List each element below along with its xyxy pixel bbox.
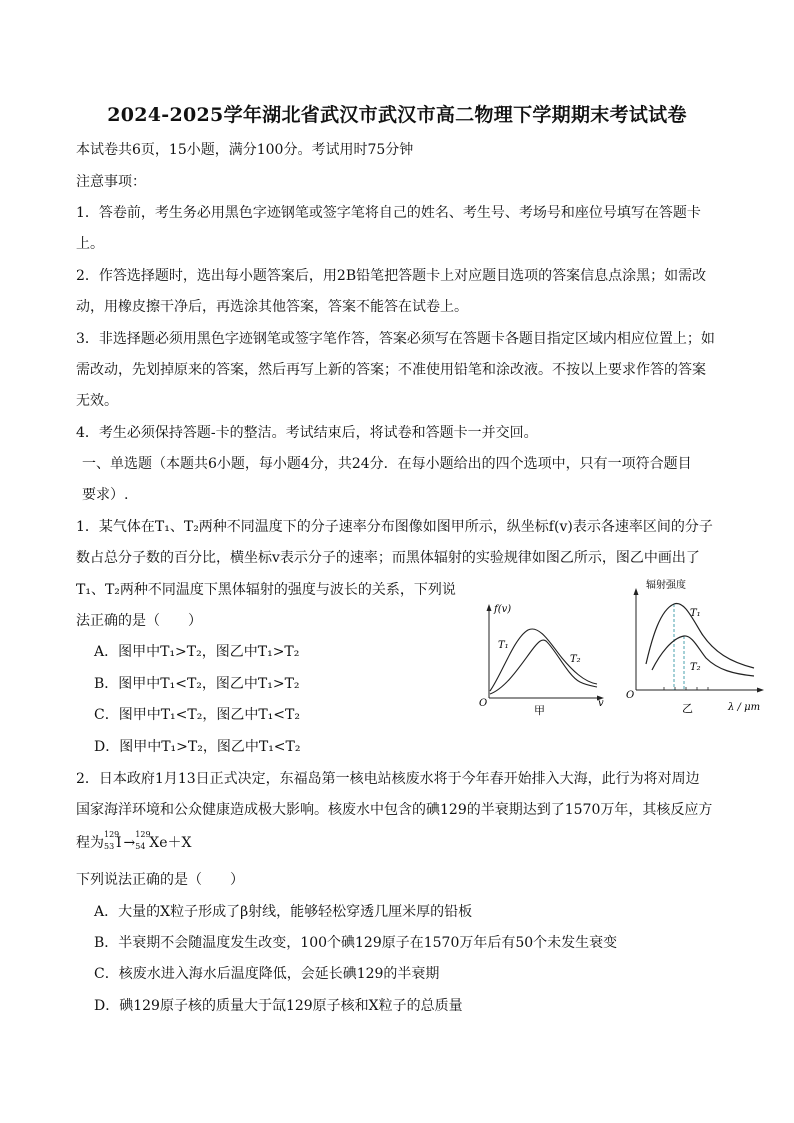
xenon-mass-number: 129 (135, 830, 151, 839)
fig-a-curve-t1 (490, 629, 597, 691)
q1-stem-line-2: 数占总分子数的百分比，横坐标v表示分子的速率；而黑体辐射的实验规律如图乙所示，图乙中画出了 (76, 550, 700, 566)
iodine-mass-number: 129 (104, 830, 120, 839)
fig-b-origin: O (626, 690, 635, 701)
q2-option-a: A．大量的X粒子形成了β射线，能够轻松穿透几厘米厚的铅板 (94, 904, 473, 920)
fig-b-label-t1: T₁ (690, 608, 701, 619)
notice-3-line-2: 需改动，先划掉原来的答案，然后再写上新的答案；不准使用铅笔和涂改液。不按以上要求作答的答案 (76, 362, 706, 378)
q1-option-c: C．图甲中T₁<T₂，图乙中T₁<T₂ (94, 707, 300, 723)
fig-b-x-arrow (757, 688, 764, 693)
iodine-atomic-number: 53 (104, 842, 115, 851)
fig-a-xlabel: v (598, 698, 604, 709)
figure-molecular-speed-distribution (472, 596, 612, 720)
fig-a-origin: O (479, 698, 488, 709)
section-heading-line-1: 一、单选题（本题共6小题，每小题4分，共24分．在每小题给出的四个选项中，只有一项符合题目 (82, 456, 692, 472)
figure-blackbody-radiation (624, 574, 770, 716)
page-title: 2024-2025学年湖北省武汉市武汉市高二物理下学期期末考试试卷 (107, 104, 687, 126)
q2-equation-prefix: 程为 (76, 835, 104, 851)
notice-3-line-1: 3．非选择题必须用黑色字迹钢笔或签字笔作答，答案必须写在答题卡各题目指定区域内相应位置上；如 (76, 331, 715, 347)
notice-2-line-2: 动，用橡皮擦干净后，再选涂其他答案，答案不能答在试卷上。 (76, 299, 468, 315)
q2-option-d: D．碘129原子核的质量大于氙129原子核和X粒子的总质量 (94, 998, 463, 1014)
iodine-nuclide (104, 830, 122, 853)
xenon-atomic-number: 54 (135, 842, 146, 851)
notice-heading: 注意事项： (76, 174, 146, 190)
q2-equation (76, 830, 192, 853)
fig-a-label-t1: T₁ (498, 640, 509, 651)
fig-a-y-arrow (487, 604, 492, 611)
xenon-symbol: Xe＋X (149, 835, 192, 851)
fig-a-label-t2: T₂ (570, 654, 581, 665)
notice-4: 4．考生必须保持答题-卡的整洁。考试结束后，将试卷和答题卡一并交回。 (76, 425, 538, 441)
fig-a-ylabel: f(v) (494, 604, 512, 615)
exam-intro: 本试卷共6页，15小题，满分100分。考试用时75分钟 (76, 142, 414, 158)
xenon-nuclide (135, 830, 192, 853)
section-heading-line-2: 要求）. (82, 487, 129, 503)
q1-option-a: A．图甲中T₁>T₂，图乙中T₁>T₂ (94, 644, 300, 660)
fig-b-caption: 乙 (682, 702, 693, 715)
iodine-symbol: I (116, 835, 122, 851)
q1-stem-line-4: 法正确的是（ ） (76, 613, 202, 629)
fig-b-label-t2: T₂ (690, 662, 701, 673)
q2-question: 下列说法正确的是（ ） (76, 872, 244, 888)
notice-1-line-2: 上。 (76, 236, 104, 252)
fig-b-y-arrow (634, 588, 639, 595)
fig-a-caption: 甲 (534, 704, 545, 717)
q2-stem-line-2: 国家海洋环境和公众健康造成极大影响。核废水中包含的碘129的半衰期达到了1570万年，其核反应方 (76, 802, 713, 818)
fig-b-xlabel: λ / μm (728, 702, 761, 713)
q2-option-c: C．核废水进入海水后温度降低，会延长碘129的半衰期 (94, 966, 440, 982)
notice-2-line-1: 2．作答选择题时，选出每小题答案后，用2B铅笔把答题卡上对应题目选项的答案信息点涂黑；如需改 (76, 268, 707, 284)
q1-option-d: D．图甲中T₁>T₂，图乙中T₁<T₂ (94, 739, 301, 755)
q1-stem-line-3: T₁、T₂两种不同温度下黑体辐射的强度与波长的关系，下列说 (76, 582, 456, 598)
notice-1-line-1: 1．答卷前，考生务必用黑色字迹钢笔或签字笔将自己的姓名、考生号、考场号和座位号填写在答题卡 (76, 205, 701, 221)
q2-option-b: B．半衰期不会随温度发生改变，100个碘129原子在1570万年后有50个未发生衰变 (94, 935, 618, 951)
fig-b-curve-t2 (652, 636, 754, 676)
reaction-arrow: → (123, 835, 136, 851)
q1-stem-line-1: 1．某气体在T₁、T₂两种不同温度下的分子速率分布图像如图甲所示，纵坐标f(v)表示各速率区间的分子 (76, 519, 713, 535)
q1-option-b: B．图甲中T₁<T₂，图乙中T₁>T₂ (94, 676, 300, 692)
q2-stem-line-1: 2．日本政府1月13日正式决定，东福岛第一核电站核废水将于今年春开始排入大海，此行为将对周边 (76, 771, 700, 787)
fig-b-ylabel: 辐射强度 (646, 580, 686, 591)
notice-3-line-3: 无效。 (76, 393, 118, 409)
